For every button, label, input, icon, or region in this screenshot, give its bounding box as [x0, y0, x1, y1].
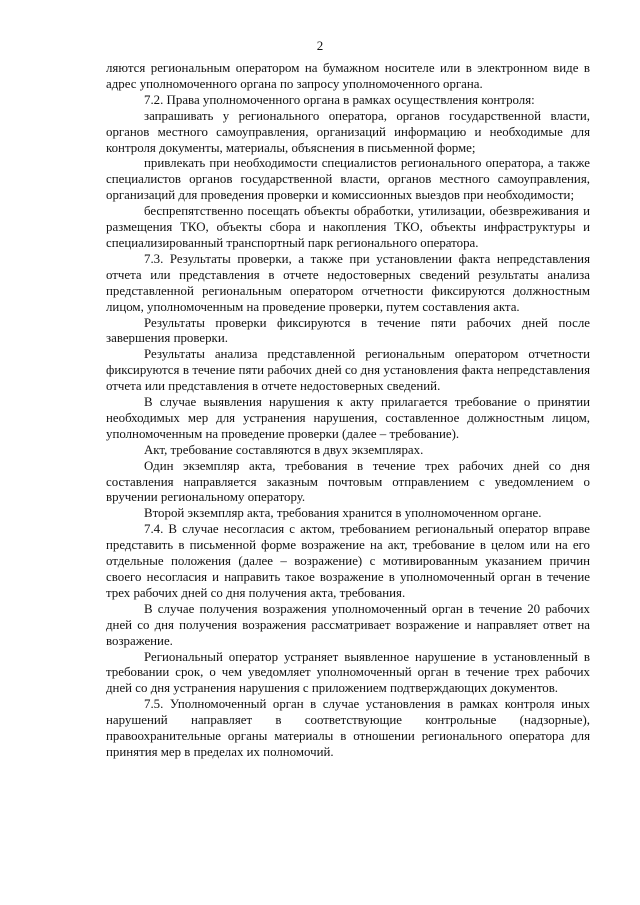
paragraph: Региональный оператор устраняет выявленное нарушение в установленный в требовании срок, о чем уведомляет уполномоченный орган в течение трех рабочих дней со дня устранения нарушения с приложением подтверждающих документов. — [106, 649, 590, 696]
paragraph: Второй экземпляр акта, требования хранится в уполномоченном органе. — [144, 506, 542, 521]
paragraph: В случае получения возражения уполномоченный орган в течение 20 рабочих дней со дня получения возражения рассматривает возражение и направляет ответ на возражение. — [106, 601, 590, 648]
paragraph: 7.3. Результаты проверки, а также при установлении факта непредставления отчета или представления в отчете недостоверных сведений результаты анализа представленной региональным оператором отчетности фиксируются должностным лицом, уполномоченным на проведение проверки, путем составления акта. — [106, 251, 590, 314]
paragraph: В случае выявления нарушения к акту прилагается требование о принятии необходимых мер для устранения нарушения, составленное должностным лицом, уполномоченным на проведение проверки (далее – требование). — [106, 395, 590, 441]
paragraph: ляются региональным оператором на бумажном носителе или в электронном виде в адрес уполномоченного органа по запросу уполномоченного органа. — [106, 61, 590, 91]
paragraph: привлекать при необходимости специалистов регионального оператора, а также специалистов органов государственной власти, органов местного самоуправления, организаций для проведения проверки и комиссионных выездов при необходимости; — [106, 156, 590, 203]
paragraph: 7.4. В случае несогласия с актом, требованием региональный оператор вправе представить в письменной форме возражение на акт, требование в целом или на его отдельные положения (далее – возражение) с мотивированным указанием причин своего несогласия и направить такое возражение в уполномоченный орган в течение трех рабочих дней со дня получения акта, требования. — [106, 522, 590, 600]
paragraph: запрашивать у регионального оператора, органов государственной власти, органов местного самоуправления, организаций информацию и необходимые для контроля документы, материалы, объяснения в письменной форме; — [106, 108, 590, 155]
page-number: 2 — [316, 38, 324, 53]
paragraph: 7.2. Права уполномоченного органа в рамках осуществления контроля: — [144, 92, 535, 107]
paragraph: Один экземпляр акта, требования в течение трех рабочих дней со дня составления направляется заказным почтовым отправлением с уведомлением о вручении региональному оператору. — [106, 458, 590, 505]
paragraph: 7.5. Уполномоченный орган в случае установления в рамках контроля иных нарушений направляет в соответствующие контрольные (надзорные), правоохранительные органы материалы в отношении регионального оператора для принятия мер в пределах их полномочий. — [106, 697, 590, 759]
paragraph: беспрепятственно посещать объекты обработки, утилизации, обезвреживания и размещения ТКО, объекты сбора и накопления ТКО, объекты инфраструктуры и специализированный транспортный парк регионального оператора. — [106, 204, 590, 250]
document-body — [106, 61, 590, 761]
paragraph: Результаты анализа представленной региональным оператором отчетности фиксируются в течение пяти рабочих дней со дня установления факта непредставления отчета или представления в отчете недостоверных сведений. — [106, 347, 590, 394]
paragraph: Результаты проверки фиксируются в течение пяти рабочих дней после завершения проверки. — [106, 315, 590, 346]
paragraph: Акт, требование составляются в двух экземплярах. — [144, 442, 424, 457]
